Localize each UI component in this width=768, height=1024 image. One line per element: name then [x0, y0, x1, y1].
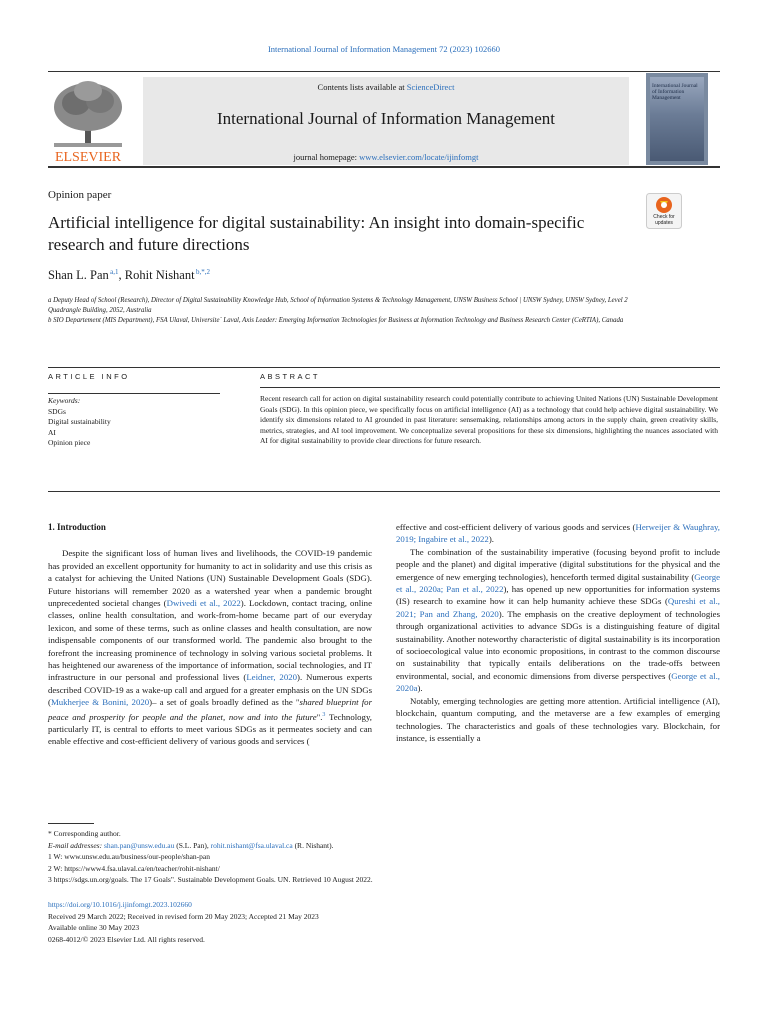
badge-label: Check for updates — [653, 214, 675, 226]
header-bottom-rule — [48, 166, 720, 168]
citation-link[interactable]: Dwivedi et al., 2022 — [166, 598, 241, 609]
received-dates: Received 29 March 2022; Received in revised form 20 May 2023; Accepted 21 May 2023 — [48, 911, 319, 921]
citation-link[interactable]: Mukherjee & Bonini, 2020 — [50, 697, 150, 708]
continued-text: effective and cost-efficient delivery of various goods and services ( — [396, 522, 636, 532]
footnotes — [48, 828, 720, 886]
email-link[interactable]: shan.pan@unsw.edu.au — [103, 840, 175, 850]
citation-link[interactable]: Qureshi et al., 2021; Pan and Zhang, 2020 — [396, 596, 720, 619]
body-right-column — [396, 521, 720, 744]
abstract-rule — [260, 387, 720, 388]
article-title: Artificial intelligence for digital sustainability: An insight into domain-specific research and future directions — [48, 213, 585, 254]
journal-homepage-link[interactable]: www.elsevier.com/locate/ijinfomgt — [359, 152, 479, 162]
affiliations — [48, 296, 648, 326]
body-left-column — [48, 521, 372, 748]
info-rule — [48, 393, 220, 394]
footnote-ref[interactable]: 3 — [322, 711, 326, 718]
author-affil-marker[interactable]: b,*,2 — [195, 268, 210, 276]
article-type: Opinion paper — [48, 189, 112, 201]
homepage-line: journal homepage: www.elsevier.com/locate/ijinfomgt — [293, 152, 479, 162]
elsevier-tree-icon — [48, 77, 128, 165]
info-top-rule — [48, 367, 720, 368]
journal-banner — [143, 77, 629, 165]
abstract-heading: ABSTRACT — [260, 372, 321, 381]
abstract-bottom-rule — [48, 491, 720, 492]
cover-title: International Journal of Information Management — [652, 83, 698, 101]
author-name[interactable]: Shan L. Pan — [48, 268, 109, 283]
keywords-label: Keywords: — [48, 396, 81, 405]
keyword: Digital sustainability — [48, 417, 111, 426]
citation-link[interactable]: Leidner, 2020 — [246, 672, 298, 683]
author-affil-marker[interactable]: a,1 — [110, 268, 119, 276]
keyword: SDGs — [48, 406, 66, 416]
citation-link[interactable]: George et al., 2020a; Pan et al., 2022 — [396, 571, 720, 595]
contents-line: Contents lists available at ScienceDirect — [317, 82, 455, 92]
footnote-corresponding: * Corresponding author. — [48, 829, 121, 838]
body-paragraph: effective and cost-efficient delivery of various goods and services (Herweijer & Waughray, 2019; Ingabire et al., 2022). — [396, 522, 720, 545]
section-heading: 1. Introduction — [48, 522, 106, 532]
author-list: Shan L. Pan $^{a,1}$, Rohit Nishant $^{b,*,2}$ — [48, 268, 210, 283]
available-online: Available online 30 May 2023 — [48, 923, 140, 933]
check-for-updates-badge[interactable] — [646, 193, 682, 229]
affiliation-b: b SIO Departement (MIS Department), FSA Ulaval, Universite´ Laval, Axis Leader: Emerging Information Technologies for Business at Information Technology and Business Research Center (CeRTIA), Canada — [48, 317, 624, 324]
publication-info — [48, 899, 720, 945]
copyright: 0268-4012/© 2023 Elsevier Ltd. All rights reserved. — [48, 934, 205, 944]
body-paragraph: Notably, emerging technologies are getting more attention. Artificial intelligence (AI), blockchain, quantum computing, and the metaverse are a few examples of emerging technologies. The characteristics and goals of these technologies vary. Blockchain, for instance, is essentially a — [396, 695, 720, 743]
footnote-1: 1 W: www.unsw.edu.au/business/our-people/shan-pan — [48, 852, 210, 862]
doi-link[interactable]: https://doi.org/10.1016/j.ijinfomgt.2023.102660 — [48, 900, 192, 909]
body-paragraph: Despite the significant loss of human lives and livelihoods, the COVID-19 pandemic has provided an excellent opportunity for humanity to act in solidarity and use this crisis as a catalyst for achieving the United Nations (UN) Sustainable Development Goals (SDG). Future historians will remember 2020 as a watershed year when a pandemic brought unprecedented societal changes (Dwivedi et al., 2022). Lockdown, contact tracing, online classes, online health consultation, and work-from-home became part of our everyday lexicon, and some of these terms, such as online classes and health consultation, are now indispensable components of our transformed world. The pandemic also brought to the forefront the increasing prominence of technology in solving various societal problems. It has heightened our awareness of the importance of information, social technologies, and IT infrastructure in our personal and professional lives (Leidner, 2020). Numerous experts described COVID-19 as a wake-up call and argued for a greater emphasis on the UN SDGs (Mukherjee & Bonini, 2020)– a set of goals broadly defined as the "shared blueprint for peace and prosperity for people and the planet, now and into the future".$^3$ Technology, particularly IT, is central to efforts to meet various SDGs as it permeates society and can enable effective and cost-efficient delivery of various goods and services ( — [48, 548, 372, 747]
journal-header — [48, 73, 720, 165]
footnote-emails: E-mail addresses: shan.pan@unsw.edu.au (S.L. Pan), rohit.nishant@fsa.ulaval.ca (R. Nishant). — [48, 840, 334, 850]
journal-name: International Journal of Information Management — [217, 109, 555, 128]
affiliation-a: a Deputy Head of School (Research), Director of Digital Sustainability Knowledge Hub, School of Information Systems & Technology Management, UNSW Business School | UNSW Sydney, UNSW Sydney, Level 2 Quadrangle Building, 2052, Australia — [48, 297, 628, 314]
keyword: Opinion piece — [48, 438, 91, 447]
author-name[interactable]: Rohit Nishant — [124, 268, 195, 283]
citation-link[interactable]: George et al., 2020a — [396, 670, 721, 694]
footnote-3: 3 https://sdgs.un.org/goals. The 17 Goals". Sustainable Development Goals. UN. Retrieved 10 August 2022. — [48, 875, 373, 885]
footnote-2: 2 W: https://www4.fsa.ulaval.ca/en/teacher/rohit-nishant/ — [48, 863, 220, 873]
journal-citation[interactable]: International Journal of Information Management 72 (2023) 102660 — [267, 44, 501, 54]
body-paragraph: The combination of the sustainability imperative (focusing beyond profit to include people and the planet) and digital imperative (digital substitutions for the physical and the emergence of new emerging technologies), henceforth termed digital sustainability (George et al., 2020a; Pan et al., 2022), has opened up new opportunities for information systems (IS) research to examine how it can help humanity achieve these SDGs (Qureshi et al., 2021; Pan and Zhang, 2020). The emphasis on the creative deployment of technologies through organizational activities to advance SDGs is a distinguishing feature of digital sustainability. Another noteworthy characteristic of digital sustainability is its incorporation of socioecological value into economic propositions, in contrast to the common discourse on sustainability that typically entails deliberations on the trade-offs between environmental, social, and economic dimensions from diverse perspectives (George et al., 2020a). — [396, 546, 721, 694]
citation-link[interactable]: Herweijer & Waughray, 2019; Ingabire et al., 2022 — [396, 522, 720, 545]
elsevier-logo[interactable] — [48, 77, 128, 165]
email-link[interactable]: rohit.nishant@fsa.ulaval.ca — [210, 840, 293, 850]
keywords-block — [48, 396, 111, 449]
header-top-rule — [48, 71, 720, 72]
abstract-text: Recent research call for action on digital sustainability research could potentially contribute to achieving United Nations (UN) Sustainable Development Goals (SDG). In this opinion piece, we specifically focus on artificial intelligence (AI) as a technology that could help achieve digital sustainability. We identify six dimensions related to AI grounded in past literature: sensemaking, relationships among actors in the supply chain, green creativity skills, metrics, strategies, and AI tool improvement. We conceptualize several propositions for these six dimensions, highlighting the nuances associated with AI for digital sustainability to provide clear directions for future research. — [260, 394, 718, 445]
keyword: AI — [48, 427, 56, 437]
journal-cover-image[interactable] — [646, 73, 708, 165]
publisher-name: ELSEVIER — [54, 150, 122, 165]
footnote-rule — [48, 823, 94, 824]
article-info-heading: ARTICLE INFO — [48, 372, 130, 381]
sciencedirect-link[interactable]: ScienceDirect — [406, 82, 455, 92]
